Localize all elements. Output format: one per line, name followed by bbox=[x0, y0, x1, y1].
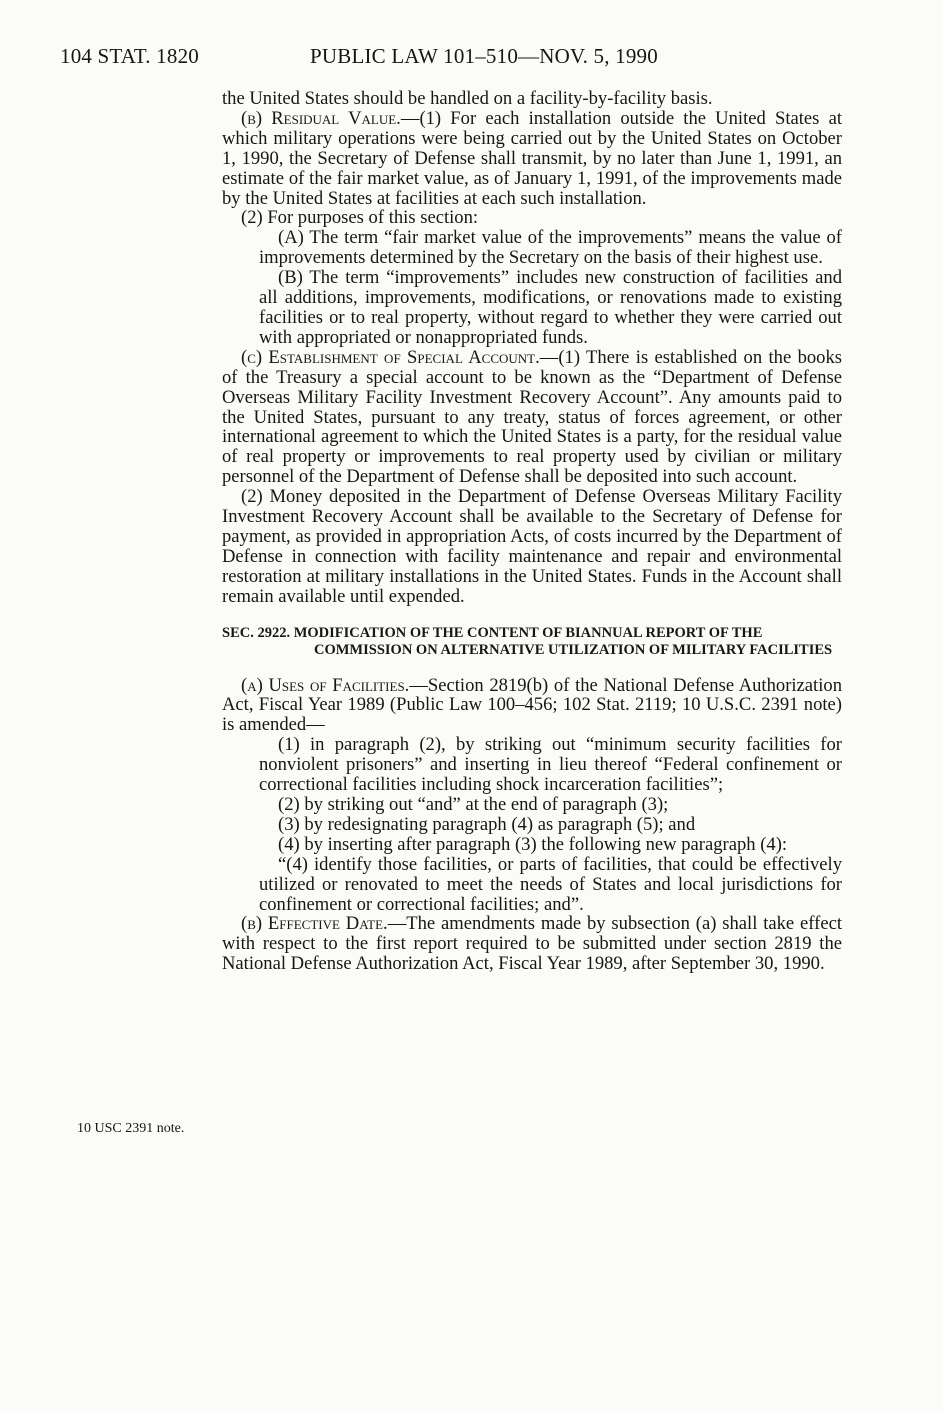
subsection-heading: (c) Establishment of Special Account. bbox=[241, 346, 540, 368]
paragraph-text: —The amendments made by subsection (a) shall take effect with respect to the first report required to be submitted under section 2819 the National Defense Authorization Act, Fiscal Year 1989, after September 30, 1990. bbox=[222, 913, 842, 975]
paragraph-residual-value bbox=[222, 109, 842, 209]
paragraph-text: —(1) There is established on the books of the Treasury a special account to be known as the “Department of Defense Overseas Military Facility Investment Recovery Account”. Any amounts paid to the United States, pursuant to any treaty, status of forces agreement, or other international agreement to which the United States is a party, for the residual value of real property or improvements to real property used by civilian or military personnel of the Department of Defense shall be deposited into such account. bbox=[222, 346, 842, 488]
paragraph: (2) For purposes of this section: bbox=[241, 207, 479, 229]
margin-note: 10 USC 2391 note. bbox=[77, 1121, 185, 1136]
document-body bbox=[222, 89, 842, 974]
paragraph-effective-date bbox=[222, 914, 842, 974]
paragraph-definition-b: (B) The term “improvements” includes new construction of facilities and all additions, improvements, modifications, or renovations made to existing facilities or to real property, without regard to whether they were carried out with appropriated or nonappropriated funds. bbox=[259, 267, 842, 348]
inserted-text: “(4) identify those facilities, or parts of facilities, that could be effectively utilized or renovated to meet the needs of States and local jurisdictions for confinement or correctional facilities; and”. bbox=[259, 853, 842, 915]
paragraph-text: —Section 2819(b) of the National Defense Authorization Act, Fiscal Year 1989 (Public Law 100–456; 102 Stat. 2119; 10 U.S.C. 2391 note) is amended— bbox=[222, 674, 842, 736]
subsection-heading: (b) Effective Date. bbox=[241, 913, 388, 935]
paragraph-special-account bbox=[222, 348, 842, 487]
page-citation: 104 STAT. 1820 bbox=[60, 44, 199, 68]
amendment-item: (4) by inserting after paragraph (3) the following new paragraph (4): bbox=[278, 833, 788, 855]
paragraph: the United States should be handled on a facility-by-facility basis. bbox=[222, 88, 713, 109]
amendment-item: (1) in paragraph (2), by striking out “minimum security facilities for nonviolent prisoners” and inserting in lieu thereof “Federal confinement or correctional facilities including shock incarceration facilities”; bbox=[259, 734, 842, 796]
paragraph: (2) Money deposited in the Department of Defense Overseas Military Facility Investment Recovery Account shall be available to the Secretary of Defense for payment, as provided in appropriation Acts, of costs incurred by the Department of Defense in connection with facility maintenance and repair and environmental restoration at military installations in the United States. Funds in the Account shall remain available until expended. bbox=[222, 486, 842, 607]
paragraph-uses-of-facilities bbox=[222, 676, 842, 736]
section-heading: SEC. 2922. MODIFICATION OF THE CONTENT OF BIANNUAL REPORT OF THE COMMISSION ON ALTERNATIVE UTILIZATION OF MILITARY FACILITIES bbox=[222, 624, 833, 658]
subsection-heading: (a) Uses of Facilities. bbox=[241, 674, 410, 696]
paragraph-text: —(1) For each installation outside the United States at which military operations were being carried out by the United States on October 1, 1990, the Secretary of Defense shall transmit, by no later than June 1, 1991, an estimate of the fair market value, as of January 1, 1991, of the improvements made by the United States at facilities at each such installation. bbox=[222, 107, 842, 209]
amendment-item: (2) by striking out “and” at the end of paragraph (3); bbox=[278, 794, 669, 815]
subsection-heading: (b) Residual Value. bbox=[241, 107, 401, 129]
paragraph-definition-a: (A) The term “fair market value of the improvements” means the value of improvements determined by the Secretary on the basis of their highest use. bbox=[259, 227, 842, 269]
amendment-item: (3) by redesignating paragraph (4) as paragraph (5); and bbox=[278, 813, 696, 835]
running-head: PUBLIC LAW 101–510—NOV. 5, 1990 bbox=[310, 44, 658, 68]
